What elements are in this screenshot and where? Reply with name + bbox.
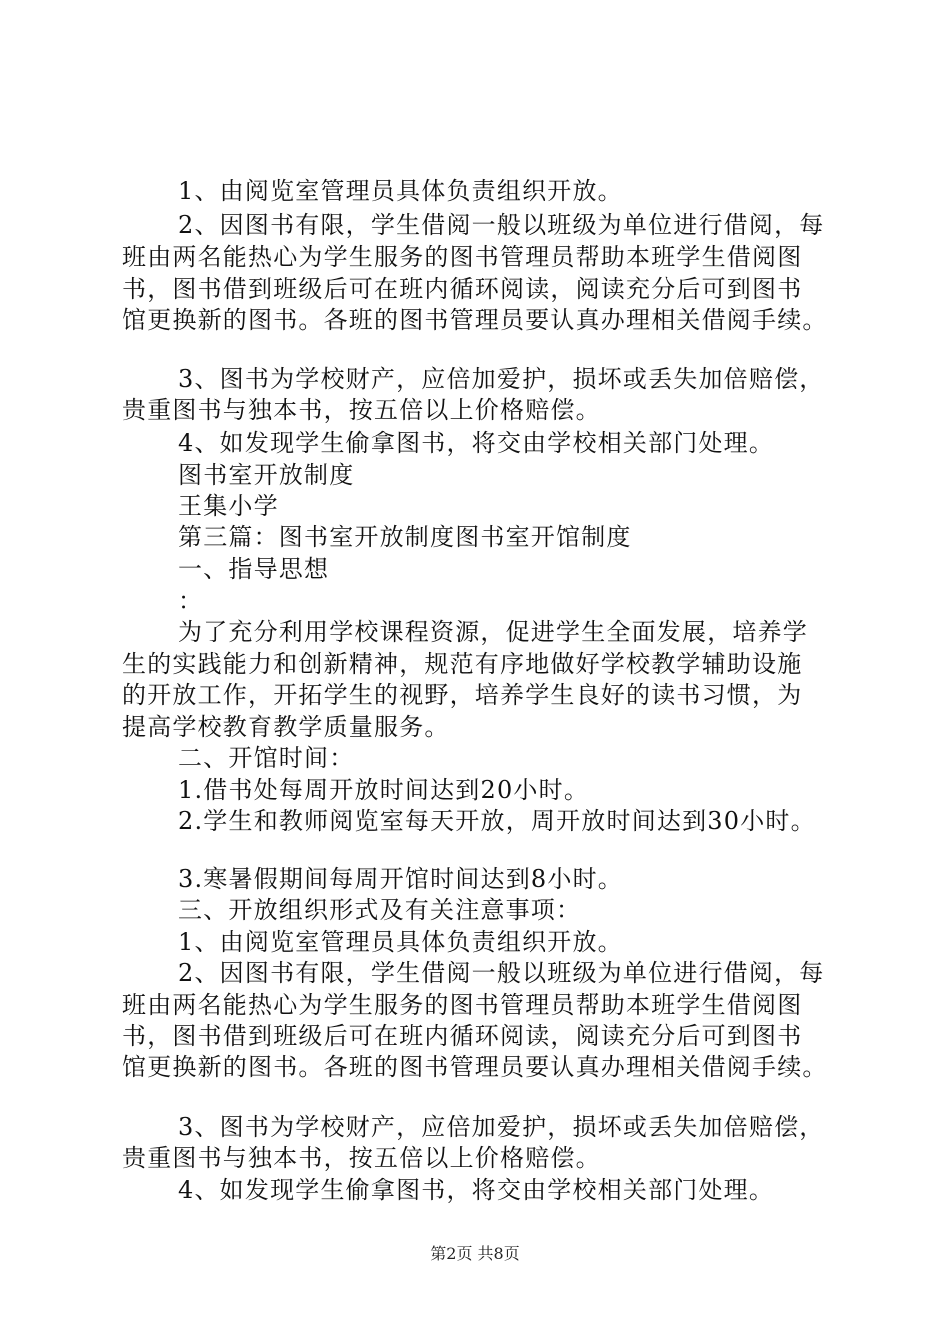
paragraph-line: 书，图书借到班级后可在班内循环阅读，阅读充分后可到图书 <box>122 1022 803 1050</box>
paragraph-line: 贵重图书与独本书，按五倍以上价格赔偿。 <box>122 396 601 424</box>
paragraph-line: 2、因图书有限，学生借阅一般以班级为单位进行借阅，每 <box>178 959 825 987</box>
paragraph-line: 馆更换新的图书。各班的图书管理员要认真办理相关借阅手续。 <box>122 306 828 334</box>
list-item: 2.学生和教师阅览室每天开放，周开放时间达到30小时。 <box>178 807 816 835</box>
page-number-footer: 第2页 共8页 <box>430 1244 520 1263</box>
paragraph-line: 班由两名能热心为学生服务的图书管理员帮助本班学生借阅图 <box>122 991 803 1019</box>
subheading: 一、指导思想 <box>178 555 330 583</box>
paragraph-line: 4、如发现学生偷拿图书，将交由学校相关部门处理。 <box>178 429 775 457</box>
paragraph-line: 3、图书为学校财产，应倍加爱护，损坏或丢失加倍赔偿， <box>178 1113 825 1141</box>
paragraph-line: 贵重图书与独本书，按五倍以上价格赔偿。 <box>122 1144 601 1172</box>
paragraph-line: 1、由阅览室管理员具体负责组织开放。 <box>178 928 623 956</box>
paragraph-line: 2、因图书有限，学生借阅一般以班级为单位进行借阅，每 <box>178 211 825 239</box>
colon-line: ： <box>178 587 204 615</box>
paragraph-line: 3、图书为学校财产，应倍加爱护，损坏或丢失加倍赔偿， <box>178 365 825 393</box>
school-name: 王集小学 <box>178 492 279 520</box>
paragraph-line: 班由两名能热心为学生服务的图书管理员帮助本班学生借阅图 <box>122 243 803 271</box>
heading-line: 图书室开放制度 <box>178 461 355 489</box>
paragraph-line: 4、如发现学生偷拿图书，将交由学校相关部门处理。 <box>178 1176 775 1204</box>
paragraph-line: 的开放工作，开拓学生的视野，培养学生良好的读书习惯，为 <box>122 681 803 709</box>
paragraph-line: 生的实践能力和创新精神，规范有序地做好学校教学辅助设施 <box>122 650 803 678</box>
list-item: 1.借书处每周开放时间达到20小时。 <box>178 776 590 804</box>
subheading: 三、开放组织形式及有关注意事项： <box>178 896 582 924</box>
section-title: 第三篇：图书室开放制度图书室开馆制度 <box>178 523 632 551</box>
paragraph-line: 提高学校教育教学质量服务。 <box>122 713 450 741</box>
paragraph-line: 馆更换新的图书。各班的图书管理员要认真办理相关借阅手续。 <box>122 1053 828 1081</box>
paragraph-line: 为了充分利用学校课程资源，促进学生全面发展，培养学 <box>178 618 808 646</box>
paragraph-line: 1、由阅览室管理员具体负责组织开放。 <box>178 177 623 205</box>
list-item: 3.寒暑假期间每周开馆时间达到8小时。 <box>178 865 623 893</box>
subheading: 二、开馆时间： <box>178 744 355 772</box>
paragraph-line: 书，图书借到班级后可在班内循环阅读，阅读充分后可到图书 <box>122 275 803 303</box>
